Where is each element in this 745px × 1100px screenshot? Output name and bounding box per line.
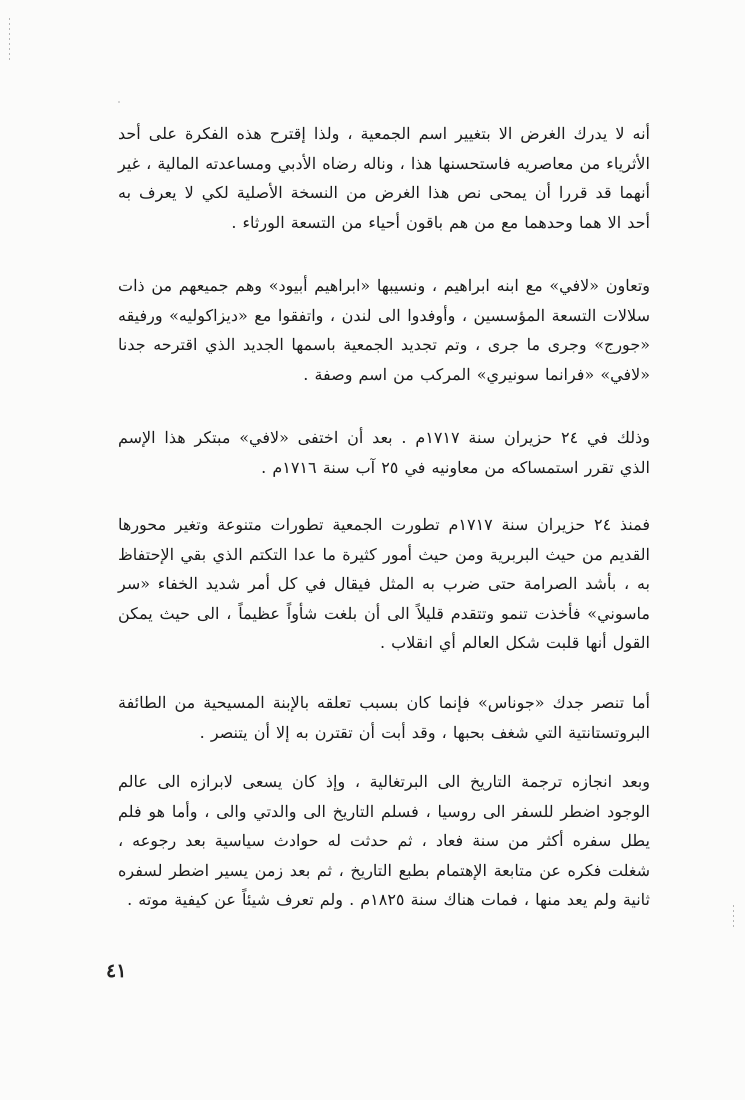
paragraph-3: وذلك في ٢٤ حزيران سنة ١٧١٧م . بعد أن اختفى «لافي» مبتكر هذا الإسم الذي تقرر استمساكه من معاونيه في ٢٥ آب سنة ١٧١٦م . [118, 428, 650, 477]
paragraph-2: وتعاون «لافي» مع ابنه ابراهيم ، ونسيبها «ابراهيم أبيود» وهم جميعهم من ذات سلالات التسعة المؤسسين ، وأوفدوا الى لندن ، واتفقوا مع «ديزاكوليه» ورفيقه «جورج» وجرى ما جرى ، وتم تجديد الجمعية باسمها الجديد الذي اقترحه جدنا «لافي» «فرانما سونيري» المركب من اسم وصفة . [118, 276, 650, 384]
left-edge-mark [9, 18, 10, 60]
right-edge-mark [733, 905, 734, 927]
page-number: ٤١ [106, 960, 127, 982]
paragraph-6: وبعد انجازه ترجمة التاريخ الى البرتغالية ، وإذ كان يسعى لابرازه الى عالم الوجود اضطر للسفر الى روسيا ، فسلم التاريخ الى والدتي والى ، وأما هو فلم يطل سفره أكثر من سنة فعاد ، ثم حدثت له حوادث سياسية بعد رجوعه ، شغلت فكره عن متابعة الإهتمام بطبع التاريخ ، ثم بعد زمن يسير اضطر لسفره ثانية ولم يعد منها ، فمات هناك سنة ١٨٢٥م . ولم تعرف شيئاً عن كيفية موته . [118, 772, 650, 909]
paragraph-5: أما تنصر جدك «جوناس» فإنما كان بسبب تعلقه بالإبنة المسيحية من الطائفة البروتستانتية التي شغف بحبها ، وقد أبت أن تقترن به إلا أن يتنصر . [118, 693, 650, 742]
paragraph-1: أنه لا يدرك الغرض الا بتغيير اسم الجمعية ، ولذا إقترح هذه الفكرة على أحد الأثرياء من معاصريه فاستحسنها هذا ، وناله رضاه الأدبي ومساعدته المالية ، غير أنهما قد قررا أن يمحى نص هذا الغرض من النسخة الأصلية لكي لا يعرف به أحد الا هما وحدهما مع من هم باقون أحياء من التسعة الورثاء . [118, 124, 650, 232]
page-speck [118, 101, 120, 103]
paragraph-4: فمنذ ٢٤ حزيران سنة ١٧١٧م تطورت الجمعية تطورات متنوعة وتغير محورها القديم من حيث البربرية ومن حيث أمور كثيرة ما عدا التكتم الذي بقي الإحتفاظ به ، بأشد الصرامة حتى ضرب به المثل فيقال في كل أمر شديد الخفاء «سر ماسوني» فأخذت تنمو وتتقدم قليلاً الى أن بلغت شأواً عظيماً ، الى حيث يمكن القول أنها قلبت شكل العالم أي انقلاب . [118, 515, 651, 652]
